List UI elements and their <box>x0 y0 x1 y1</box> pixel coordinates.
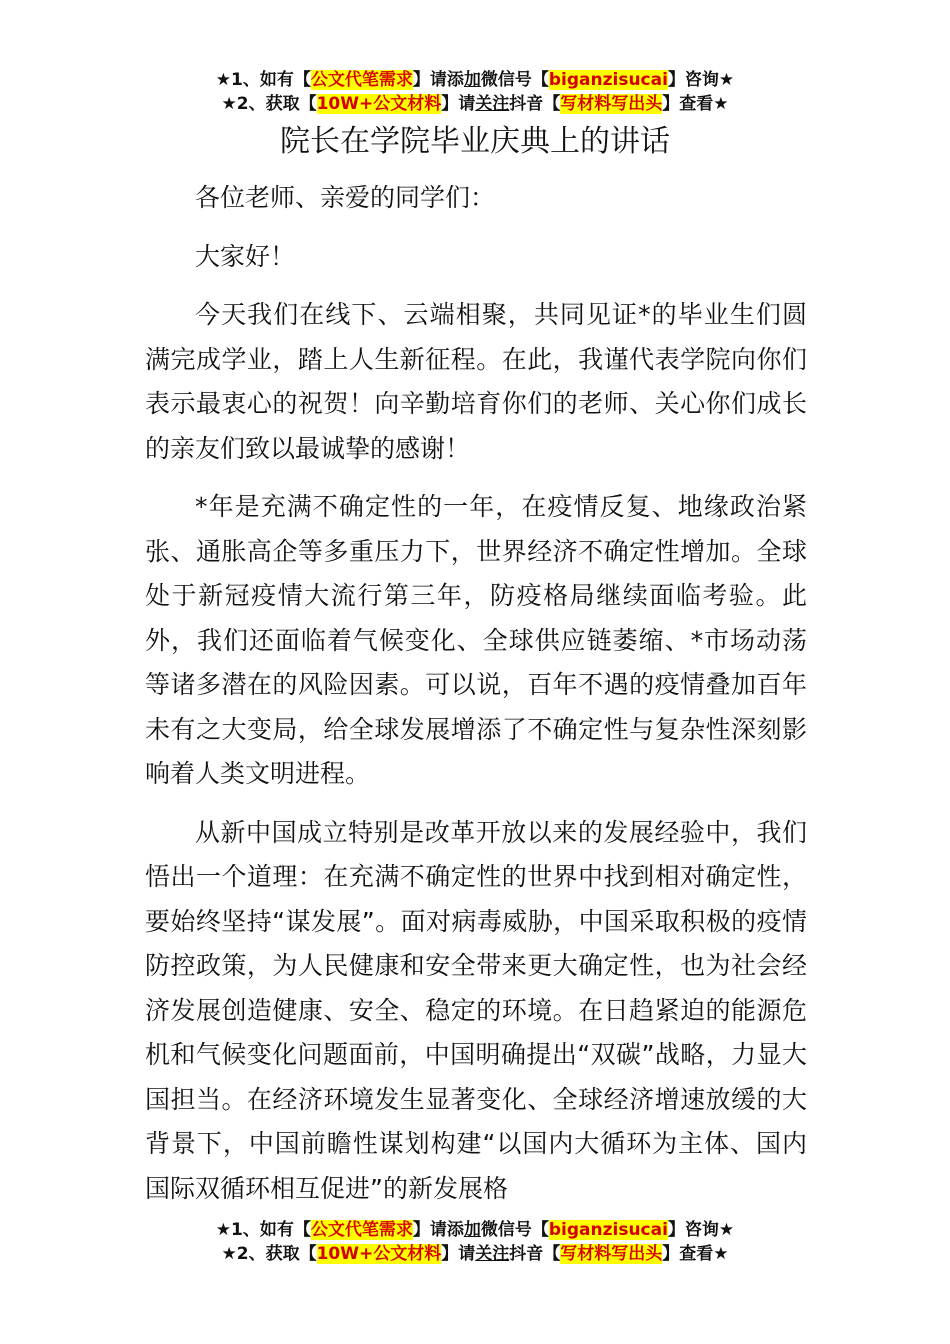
paragraph: 今天我们在线下、云端相聚，共同见证*的毕业生们圆满完成学业，踏上人生新征程。在此，我谨代表学院向你们表示最衷心的祝贺！向辛勤培育你们的老师、关心你们成长的亲友们致以最诚挚的感谢！ <box>145 300 807 463</box>
promo-text: 抖音【 <box>509 1244 561 1264</box>
promo-underlined: 加 <box>463 70 481 90</box>
douyin-id: 写材料写出头 <box>560 1244 663 1264</box>
promo-text: 抖音【 <box>509 94 561 114</box>
promo-text: 】咨询★ <box>667 70 735 90</box>
paragraph: 从新中国成立特别是改革开放以来的发展经验中，我们悟出一个道理：在充满不确定性的世界中找到相对确定性，要始终坚持“谋发展”。面对病毒威胁，中国采取积极的疫情防控政策，为人民健康和安全带来更大确定性，也为社会经济发展创造健康、安全、稳定的环境。在日趋紧迫的能源危机和气候变化问题面前，中国明确提出“双碳”战略，力显大国担当。在经济环境发生显著变化、全球经济增速放缓的大背景下，中国前瞻性谋划构建“以国内大循环为主体、国内国际双循环相互促进”的新发展格 <box>145 817 807 1203</box>
promo-text: 】请添 <box>412 1220 464 1240</box>
promo-text: 】咨询★ <box>667 1220 735 1240</box>
promo-text: ★1、如有【 <box>215 70 311 90</box>
promo-text: 】请 <box>441 1244 476 1264</box>
promo-text: 微信号【 <box>480 70 549 90</box>
promo-text: 】请 <box>441 94 476 114</box>
promo-underlined: 加 <box>463 1220 481 1240</box>
douyin-id: 写材料写出头 <box>560 94 663 114</box>
promo-highlight: 10W+公文材料 <box>316 1244 442 1264</box>
paragraph-greeting: 大家好！ <box>195 241 296 271</box>
promo-underlined: 关注 <box>475 1244 510 1264</box>
paragraph: *年是充满不确定性的一年，在疫情反复、地缘政治紧张、通胀高企等多重压力下，世界经济不确定性增加。全球处于新冠疫情大流行第三年，防疫格局继续面临考验。此外，我们还面临着气候变化、全球供应链萎缩、*市场动荡等诸多潜在的风险因素。可以说，百年不遇的疫情叠加百年未有之大变局，给全球发展增添了不确定性与复杂性深刻影响着人类文明进程。 <box>145 492 807 788</box>
promo-line-2 <box>0 92 950 116</box>
paragraph-salutation: 各位老师、亲爱的同学们： <box>195 183 496 212</box>
promo-text: ★1、如有【 <box>215 1220 311 1240</box>
promo-highlight: 公文代笔需求 <box>310 70 413 90</box>
document-body <box>145 176 807 1225</box>
promo-line-2 <box>0 1242 950 1266</box>
document-title: 院长在学院毕业庆典上的讲话 <box>280 124 670 159</box>
wechat-id: biganzisucai <box>548 70 668 90</box>
promo-underlined: 关注 <box>475 94 510 114</box>
promo-text: 】查看★ <box>662 94 729 114</box>
promo-text: 】查看★ <box>662 1244 729 1264</box>
promo-text: ★2、获取【 <box>221 94 317 114</box>
promo-header <box>0 68 950 116</box>
promo-highlight: 公文代笔需求 <box>310 1220 413 1240</box>
promo-footer <box>0 1218 950 1266</box>
promo-line-1 <box>0 1218 950 1242</box>
promo-text: 微信号【 <box>480 1220 549 1240</box>
promo-text: ★2、获取【 <box>221 1244 317 1264</box>
wechat-id: biganzisucai <box>548 1220 668 1240</box>
promo-line-1 <box>0 68 950 92</box>
promo-text: 】请添 <box>412 70 464 90</box>
promo-highlight: 10W+公文材料 <box>316 94 442 114</box>
